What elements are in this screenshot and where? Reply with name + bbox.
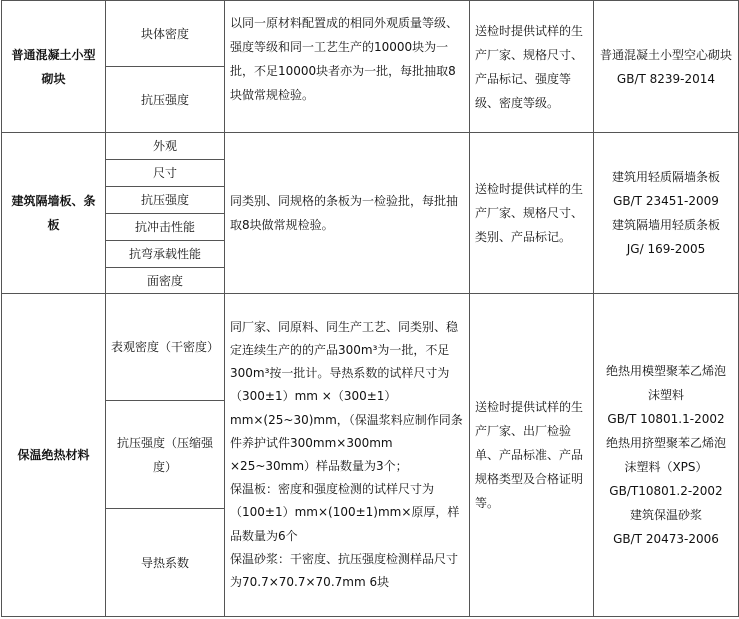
test-item-cell: 块体密度 — [106, 1, 225, 67]
test-item-cell: 抗弯承载性能 — [106, 241, 225, 268]
table-row — [2, 133, 739, 160]
category-cell: 保温绝热材料 — [2, 294, 106, 617]
test-item-cell: 抗压强度（压缩强度） — [106, 401, 225, 509]
test-item-cell: 抗压强度 — [106, 67, 225, 133]
test-item-cell: 面密度 — [106, 268, 225, 294]
sampling-rule-cell — [225, 294, 470, 617]
table-row — [2, 294, 739, 401]
sampling-rule-board: 保温板：密度和强度检测的试样尺寸为（100±1）mm×(100±1)mm×原厚，样品数量为6个 — [230, 482, 460, 543]
standard-cell — [594, 1, 739, 133]
standard-code: GB/T10801.2-2002 — [609, 484, 723, 498]
standard-name: 普通混凝土小型空心砌块 — [599, 47, 732, 62]
standard-code: GB/T 23451-2009 — [613, 194, 719, 208]
required-documents-cell: 送检时提供试样的生产厂家、出厂检验单、产品标准、产品规格类型及合格证明等。 — [470, 294, 594, 617]
table-row — [2, 1, 739, 67]
category-cell: 普通混凝土小型砌块 — [2, 1, 106, 133]
sampling-rule-mortar: 保温砂浆：干密度、抗压强度检测样品尺寸为70.7×70.7×70.7mm 6块 — [230, 551, 459, 590]
sampling-rule-general: 同厂家、同原料、同生产工艺、同类别、稳定连续生产的的产品300m³为一批，不足300m³按一批计。导热系数的试样尺寸为（300±1）mm ×（300±1）mm×(25~30)mm，（保温浆料应制作同条件养护试件300mm×300mm ×25~30mm）样品数量为3个； — [230, 319, 463, 473]
standard-name: 建筑保温砂浆 — [629, 508, 702, 522]
test-item-cell: 抗压强度 — [106, 187, 225, 214]
standard-code: GB/T 8239-2014 — [616, 71, 716, 86]
standard-cell — [594, 133, 739, 294]
test-item-cell: 外观 — [106, 133, 225, 160]
standard-code: GB/T 20473-2006 — [613, 532, 719, 546]
required-documents-cell: 送检时提供试样的生产厂家、规格尺寸、产品标记、强度等级、密度等级。 — [470, 1, 594, 133]
standard-cell — [594, 294, 739, 617]
test-item-cell: 表观密度（干密度） — [106, 294, 225, 401]
sampling-rule-cell: 同类别、同规格的条板为一检验批，每批抽取8块做常规检验。 — [225, 133, 470, 294]
sampling-rule-cell: 以同一原材料配置成的相同外观质量等级、强度等级和同一工艺生产的10000块为一批，不足10000块者亦为一批，每批抽取8块做常规检验。 — [225, 1, 470, 133]
standard-name: 绝热用模塑聚苯乙烯泡沫塑料 — [605, 364, 726, 402]
standard-name: 绝热用挤塑聚苯乙烯泡沫塑料（XPS） — [605, 436, 726, 474]
test-item-cell: 导热系数 — [106, 509, 225, 617]
required-documents-cell: 送检时提供试样的生产厂家、规格尺寸、类别、产品标记。 — [470, 133, 594, 294]
standard-code: JG/ 169-2005 — [626, 242, 706, 256]
standard-name: 建筑用轻质隔墙条板 — [611, 170, 720, 184]
test-item-cell: 抗冲击性能 — [106, 214, 225, 241]
category-cell: 建筑隔墙板、条板 — [2, 133, 106, 294]
standard-code: GB/T 10801.1-2002 — [607, 412, 725, 426]
standard-name: 建筑隔墙用轻质条板 — [611, 218, 720, 232]
test-item-cell: 尺寸 — [106, 160, 225, 187]
material-testing-table — [1, 0, 739, 617]
